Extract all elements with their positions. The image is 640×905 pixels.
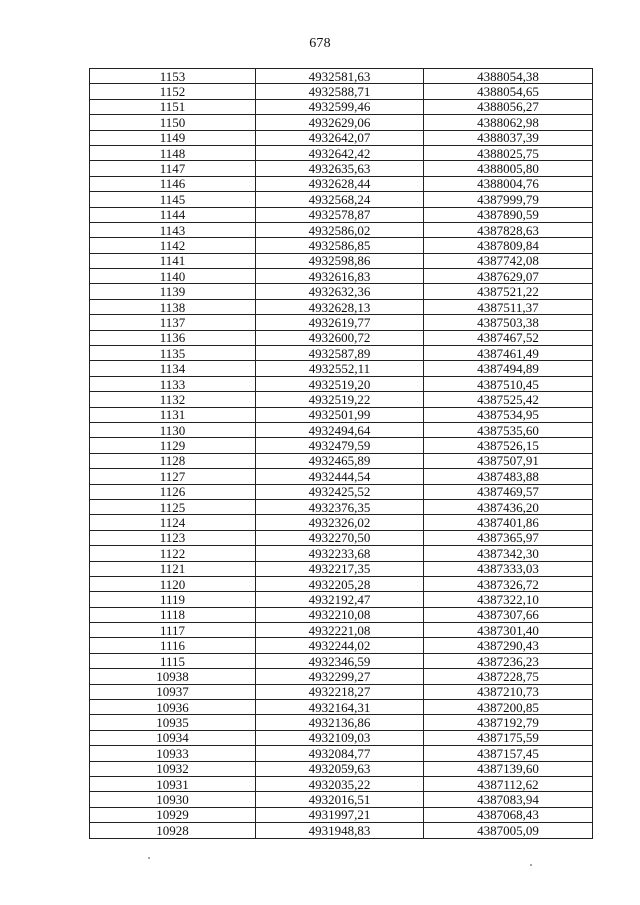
- point-number-cell: 10928: [90, 823, 256, 838]
- x-coordinate-cell: 4932588,71: [256, 84, 424, 99]
- table-row: [90, 330, 593, 345]
- x-coordinate-cell: 4932136,86: [256, 715, 424, 730]
- x-coordinate-cell: 4932205,28: [256, 576, 424, 591]
- x-coordinate-cell: 4932519,22: [256, 392, 424, 407]
- table-row: [90, 161, 593, 176]
- table-row: [90, 700, 593, 715]
- point-number-cell: 1120: [90, 576, 256, 591]
- point-number-cell: 10937: [90, 684, 256, 699]
- point-number-cell: 1150: [90, 115, 256, 130]
- table-row: [90, 99, 593, 114]
- x-coordinate-cell: 4932035,22: [256, 776, 424, 791]
- table-row: [90, 592, 593, 607]
- table-row: [90, 776, 593, 791]
- y-coordinate-cell: 4387365,97: [424, 530, 593, 545]
- y-coordinate-cell: 4387333,03: [424, 561, 593, 576]
- point-number-cell: 1116: [90, 638, 256, 653]
- table-row: [90, 346, 593, 361]
- y-coordinate-cell: 4387828,63: [424, 222, 593, 237]
- table-row: [90, 761, 593, 776]
- x-coordinate-cell: 4932619,77: [256, 315, 424, 330]
- y-coordinate-cell: 4387436,20: [424, 499, 593, 514]
- table-row: [90, 823, 593, 838]
- point-number-cell: 1139: [90, 284, 256, 299]
- table-row: [90, 638, 593, 653]
- y-coordinate-cell: 4387507,91: [424, 453, 593, 468]
- point-number-cell: 1121: [90, 561, 256, 576]
- table-row: [90, 269, 593, 284]
- x-coordinate-cell: 4932217,35: [256, 561, 424, 576]
- y-coordinate-cell: 4387290,43: [424, 638, 593, 653]
- y-coordinate-cell: 4387301,40: [424, 623, 593, 638]
- point-number-cell: 10929: [90, 807, 256, 822]
- y-coordinate-cell: 4387157,45: [424, 746, 593, 761]
- table-row: [90, 115, 593, 130]
- y-coordinate-cell: 4387322,10: [424, 592, 593, 607]
- point-number-cell: 1125: [90, 499, 256, 514]
- table-row: [90, 792, 593, 807]
- x-coordinate-cell: 4932210,08: [256, 607, 424, 622]
- y-coordinate-cell: 4387401,86: [424, 515, 593, 530]
- point-number-cell: 1135: [90, 346, 256, 361]
- page-number: 678: [309, 36, 331, 51]
- x-coordinate-cell: 4932628,44: [256, 176, 424, 191]
- table-row: [90, 422, 593, 437]
- table-row: [90, 253, 593, 268]
- y-coordinate-cell: 4387629,07: [424, 269, 593, 284]
- x-coordinate-cell: 4932326,02: [256, 515, 424, 530]
- point-number-cell: 1143: [90, 222, 256, 237]
- x-coordinate-cell: 4932642,07: [256, 130, 424, 145]
- point-number-cell: 10934: [90, 730, 256, 745]
- table-row: [90, 746, 593, 761]
- point-number-cell: 10932: [90, 761, 256, 776]
- y-coordinate-cell: 4387535,60: [424, 422, 593, 437]
- table-row: [90, 623, 593, 638]
- x-coordinate-cell: 4932578,87: [256, 207, 424, 222]
- table-row: [90, 715, 593, 730]
- x-coordinate-cell: 4932494,64: [256, 422, 424, 437]
- table-row: [90, 130, 593, 145]
- x-coordinate-cell: 4932501,99: [256, 407, 424, 422]
- point-number-cell: 1134: [90, 361, 256, 376]
- y-coordinate-cell: 4387461,49: [424, 346, 593, 361]
- y-coordinate-cell: 4387307,66: [424, 607, 593, 622]
- x-coordinate-cell: 4932587,89: [256, 346, 424, 361]
- table-row: [90, 807, 593, 822]
- table-row: [90, 299, 593, 314]
- point-number-cell: 1137: [90, 315, 256, 330]
- table-row: [90, 561, 593, 576]
- x-coordinate-cell: 4932552,11: [256, 361, 424, 376]
- scan-speck: [530, 864, 532, 866]
- x-coordinate-cell: 4932084,77: [256, 746, 424, 761]
- y-coordinate-cell: 4388005,80: [424, 161, 593, 176]
- x-coordinate-cell: 4932586,02: [256, 222, 424, 237]
- y-coordinate-cell: 4387525,42: [424, 392, 593, 407]
- table-row: [90, 530, 593, 545]
- table-row: [90, 84, 593, 99]
- y-coordinate-cell: 4387210,73: [424, 684, 593, 699]
- table-row: [90, 453, 593, 468]
- x-coordinate-cell: 4932629,06: [256, 115, 424, 130]
- y-coordinate-cell: 4387228,75: [424, 669, 593, 684]
- y-coordinate-cell: 4387112,62: [424, 776, 593, 791]
- x-coordinate-cell: 4932425,52: [256, 484, 424, 499]
- table-row: [90, 207, 593, 222]
- y-coordinate-cell: 4388037,39: [424, 130, 593, 145]
- x-coordinate-cell: 4932376,35: [256, 499, 424, 514]
- point-number-cell: 1151: [90, 99, 256, 114]
- y-coordinate-cell: 4387999,79: [424, 192, 593, 207]
- x-coordinate-cell: 4932628,13: [256, 299, 424, 314]
- x-coordinate-cell: 4932599,46: [256, 99, 424, 114]
- point-number-cell: 1131: [90, 407, 256, 422]
- point-number-cell: 1149: [90, 130, 256, 145]
- table-row: [90, 576, 593, 591]
- y-coordinate-cell: 4387742,08: [424, 253, 593, 268]
- x-coordinate-cell: 4932479,59: [256, 438, 424, 453]
- point-number-cell: 1119: [90, 592, 256, 607]
- table-row: [90, 376, 593, 391]
- point-number-cell: 1145: [90, 192, 256, 207]
- y-coordinate-cell: 4387483,88: [424, 469, 593, 484]
- point-number-cell: 1129: [90, 438, 256, 453]
- table-row: [90, 607, 593, 622]
- y-coordinate-cell: 4387005,09: [424, 823, 593, 838]
- point-number-cell: 1138: [90, 299, 256, 314]
- x-coordinate-cell: 4932632,36: [256, 284, 424, 299]
- y-coordinate-cell: 4387503,38: [424, 315, 593, 330]
- table-row: [90, 669, 593, 684]
- table-row: [90, 469, 593, 484]
- table-row: [90, 392, 593, 407]
- x-coordinate-cell: 4932586,85: [256, 238, 424, 253]
- point-number-cell: 1142: [90, 238, 256, 253]
- x-coordinate-cell: 4932598,86: [256, 253, 424, 268]
- point-number-cell: 1152: [90, 84, 256, 99]
- scan-speck: [148, 857, 150, 859]
- point-number-cell: 1136: [90, 330, 256, 345]
- point-number-cell: 10936: [90, 700, 256, 715]
- point-number-cell: 1153: [90, 69, 256, 84]
- y-coordinate-cell: 4387511,37: [424, 299, 593, 314]
- y-coordinate-cell: 4387175,59: [424, 730, 593, 745]
- table-row: [90, 653, 593, 668]
- y-coordinate-cell: 4387521,22: [424, 284, 593, 299]
- y-coordinate-cell: 4388056,27: [424, 99, 593, 114]
- point-number-cell: 1130: [90, 422, 256, 437]
- point-number-cell: 10930: [90, 792, 256, 807]
- point-number-cell: 1146: [90, 176, 256, 191]
- table-row: [90, 222, 593, 237]
- x-coordinate-cell: 4932218,27: [256, 684, 424, 699]
- point-number-cell: 10938: [90, 669, 256, 684]
- point-number-cell: 1144: [90, 207, 256, 222]
- point-number-cell: 1115: [90, 653, 256, 668]
- point-number-cell: 1141: [90, 253, 256, 268]
- table-row: [90, 546, 593, 561]
- table-row: [90, 69, 593, 84]
- table-row: [90, 361, 593, 376]
- y-coordinate-cell: 4387068,43: [424, 807, 593, 822]
- y-coordinate-cell: 4387192,79: [424, 715, 593, 730]
- point-number-cell: 10933: [90, 746, 256, 761]
- coordinates-table-body: [90, 69, 593, 839]
- table-row: [90, 315, 593, 330]
- x-coordinate-cell: 4932270,50: [256, 530, 424, 545]
- point-number-cell: 1122: [90, 546, 256, 561]
- point-number-cell: 1118: [90, 607, 256, 622]
- y-coordinate-cell: 4387236,23: [424, 653, 593, 668]
- table-row: [90, 499, 593, 514]
- point-number-cell: 10931: [90, 776, 256, 791]
- y-coordinate-cell: 4387510,45: [424, 376, 593, 391]
- y-coordinate-cell: 4387342,30: [424, 546, 593, 561]
- x-coordinate-cell: 4932164,31: [256, 700, 424, 715]
- point-number-cell: 1132: [90, 392, 256, 407]
- y-coordinate-cell: 4387467,52: [424, 330, 593, 345]
- table-row: [90, 284, 593, 299]
- x-coordinate-cell: 4931997,21: [256, 807, 424, 822]
- point-number-cell: 1148: [90, 145, 256, 160]
- point-number-cell: 1124: [90, 515, 256, 530]
- point-number-cell: 1117: [90, 623, 256, 638]
- point-number-cell: 1128: [90, 453, 256, 468]
- x-coordinate-cell: 4932642,42: [256, 145, 424, 160]
- x-coordinate-cell: 4932600,72: [256, 330, 424, 345]
- x-coordinate-cell: 4932635,63: [256, 161, 424, 176]
- y-coordinate-cell: 4387809,84: [424, 238, 593, 253]
- table-row: [90, 438, 593, 453]
- x-coordinate-cell: 4932616,83: [256, 269, 424, 284]
- y-coordinate-cell: 4388025,75: [424, 145, 593, 160]
- point-number-cell: 10935: [90, 715, 256, 730]
- point-number-cell: 1123: [90, 530, 256, 545]
- x-coordinate-cell: 4932221,08: [256, 623, 424, 638]
- y-coordinate-cell: 4387534,95: [424, 407, 593, 422]
- x-coordinate-cell: 4932568,24: [256, 192, 424, 207]
- table-row: [90, 515, 593, 530]
- point-number-cell: 1147: [90, 161, 256, 176]
- y-coordinate-cell: 4388004,76: [424, 176, 593, 191]
- table-row: [90, 407, 593, 422]
- x-coordinate-cell: 4932346,59: [256, 653, 424, 668]
- table-row: [90, 192, 593, 207]
- x-coordinate-cell: 4932233,68: [256, 546, 424, 561]
- y-coordinate-cell: 4387326,72: [424, 576, 593, 591]
- x-coordinate-cell: 4932444,54: [256, 469, 424, 484]
- table-row: [90, 176, 593, 191]
- y-coordinate-cell: 4388054,38: [424, 69, 593, 84]
- x-coordinate-cell: 4932059,63: [256, 761, 424, 776]
- x-coordinate-cell: 4932109,03: [256, 730, 424, 745]
- coordinates-table: [89, 68, 593, 839]
- y-coordinate-cell: 4387526,15: [424, 438, 593, 453]
- y-coordinate-cell: 4387139,60: [424, 761, 593, 776]
- x-coordinate-cell: 4932519,20: [256, 376, 424, 391]
- x-coordinate-cell: 4932192,47: [256, 592, 424, 607]
- x-coordinate-cell: 4931948,83: [256, 823, 424, 838]
- table-row: [90, 684, 593, 699]
- x-coordinate-cell: 4932299,27: [256, 669, 424, 684]
- y-coordinate-cell: 4388054,65: [424, 84, 593, 99]
- point-number-cell: 1127: [90, 469, 256, 484]
- y-coordinate-cell: 4387469,57: [424, 484, 593, 499]
- y-coordinate-cell: 4387200,85: [424, 700, 593, 715]
- table-row: [90, 238, 593, 253]
- point-number-cell: 1126: [90, 484, 256, 499]
- x-coordinate-cell: 4932244,02: [256, 638, 424, 653]
- x-coordinate-cell: 4932465,89: [256, 453, 424, 468]
- y-coordinate-cell: 4387083,94: [424, 792, 593, 807]
- y-coordinate-cell: 4387890,59: [424, 207, 593, 222]
- point-number-cell: 1133: [90, 376, 256, 391]
- y-coordinate-cell: 4388062,98: [424, 115, 593, 130]
- table-row: [90, 484, 593, 499]
- y-coordinate-cell: 4387494,89: [424, 361, 593, 376]
- table-row: [90, 730, 593, 745]
- table-row: [90, 145, 593, 160]
- x-coordinate-cell: 4932581,63: [256, 69, 424, 84]
- x-coordinate-cell: 4932016,51: [256, 792, 424, 807]
- point-number-cell: 1140: [90, 269, 256, 284]
